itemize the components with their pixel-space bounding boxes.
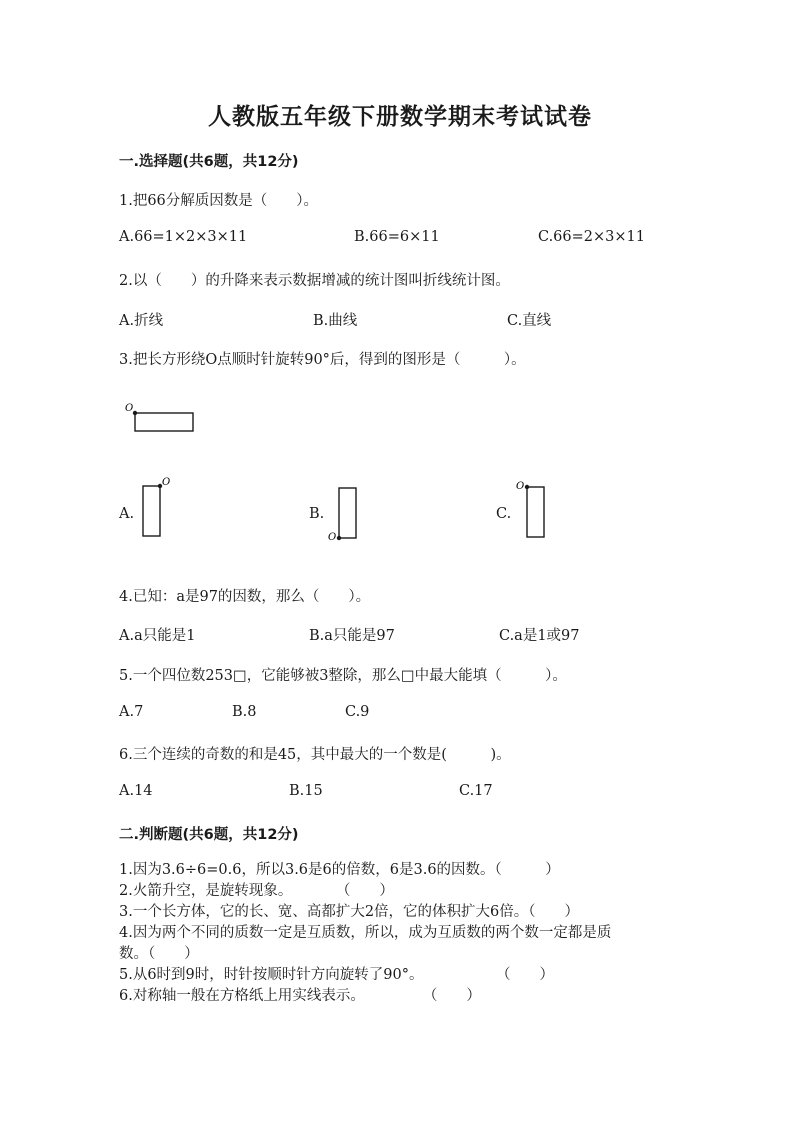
question-4-option-c: C.a是1或97 <box>499 628 580 644</box>
question-3-option-a: A. <box>119 506 135 522</box>
section-heading-true-false: 二.判断题(共6题，共12分) <box>119 827 299 843</box>
question-2-option-c: C.直线 <box>507 313 552 329</box>
question-4-stem: 4.已知：a是97的因数，那么（ ）。 <box>119 589 371 605</box>
question-3-stem: 3.把长方形绕O点顺时针旋转90°后，得到的图形是（ ）。 <box>119 352 526 368</box>
question-1-stem: 1.把66分解质因数是（ ）。 <box>119 193 319 209</box>
rotated-rectangle-a <box>143 486 160 536</box>
point-o-label-a: O <box>162 477 171 488</box>
point-o-label: O <box>125 403 134 414</box>
page-title: 人教版五年级下册数学期末考试试卷 <box>208 103 592 130</box>
option-c-rectangle-figure <box>512 474 552 542</box>
section-heading-choice: 一.选择题(共6题，共12分) <box>119 154 299 170</box>
question-5-option-a: A.7 <box>119 704 144 720</box>
question-5-option-b: B.8 <box>232 704 257 720</box>
question-6-option-a: A.14 <box>119 783 153 799</box>
question-6-stem: 6.三个连续的奇数的和是45，其中最大的一个数是( )。 <box>119 747 511 763</box>
question-6-option-b: B.15 <box>289 783 323 799</box>
question-3-option-b: B. <box>309 506 325 522</box>
question-5-stem: 5.一个四位数253□，它能够被3整除，那么□中最大能填（ ）。 <box>119 668 567 684</box>
question-3-option-c: C. <box>496 506 512 522</box>
option-a-rectangle-figure <box>136 474 176 542</box>
original-rectangle-figure <box>118 396 208 438</box>
judgment-item-1: 1.因为3.6÷6=0.6，所以3.6是6的倍数，6是3.6的因数。（ ） <box>119 862 560 878</box>
rotated-rectangle-b <box>339 488 356 538</box>
question-1-option-a: A.66=1×2×3×11 <box>119 229 248 245</box>
question-4-option-b: B.a只能是97 <box>309 628 395 644</box>
question-5-option-c: C.9 <box>345 704 370 720</box>
question-2-option-b: B.曲线 <box>313 313 358 329</box>
question-6-option-c: C.17 <box>459 783 493 799</box>
point-o-label-c: O <box>516 481 525 492</box>
question-1-option-b: B.66=6×11 <box>354 229 440 245</box>
judgment-item-3: 3.一个长方体，它的长、宽、高都扩大2倍，它的体积扩大6倍。（ ） <box>119 904 580 920</box>
question-2-stem: 2.以（ ）的升降来表示数据增减的统计图叫折线统计图。 <box>119 273 510 289</box>
pivot-point-b <box>337 536 341 540</box>
judgment-item-5: 5.从6时到9时，时针按顺时针方向旋转了90°。 （ ） <box>119 967 554 983</box>
judgment-item-6: 6.对称轴一般在方格纸上用实线表示。 （ ） <box>119 988 481 1004</box>
judgment-item-4-line-1: 4.因为两个不同的质数一定是互质数，所以，成为互质数的两个数一定都是质 <box>119 925 612 941</box>
original-rectangle <box>135 413 193 431</box>
judgment-item-2: 2.火箭升空，是旋转现象。 （ ） <box>119 883 394 899</box>
question-2-option-a: A.折线 <box>119 313 164 329</box>
point-o-label-b: O <box>328 532 337 543</box>
question-4-option-a: A.a只能是1 <box>119 628 196 644</box>
judgment-item-4-line-2: 数。（ ） <box>119 946 199 962</box>
rotated-rectangle-c <box>527 487 544 537</box>
question-1-option-c: C.66=2×3×11 <box>538 229 645 245</box>
option-b-rectangle-figure <box>324 482 364 544</box>
